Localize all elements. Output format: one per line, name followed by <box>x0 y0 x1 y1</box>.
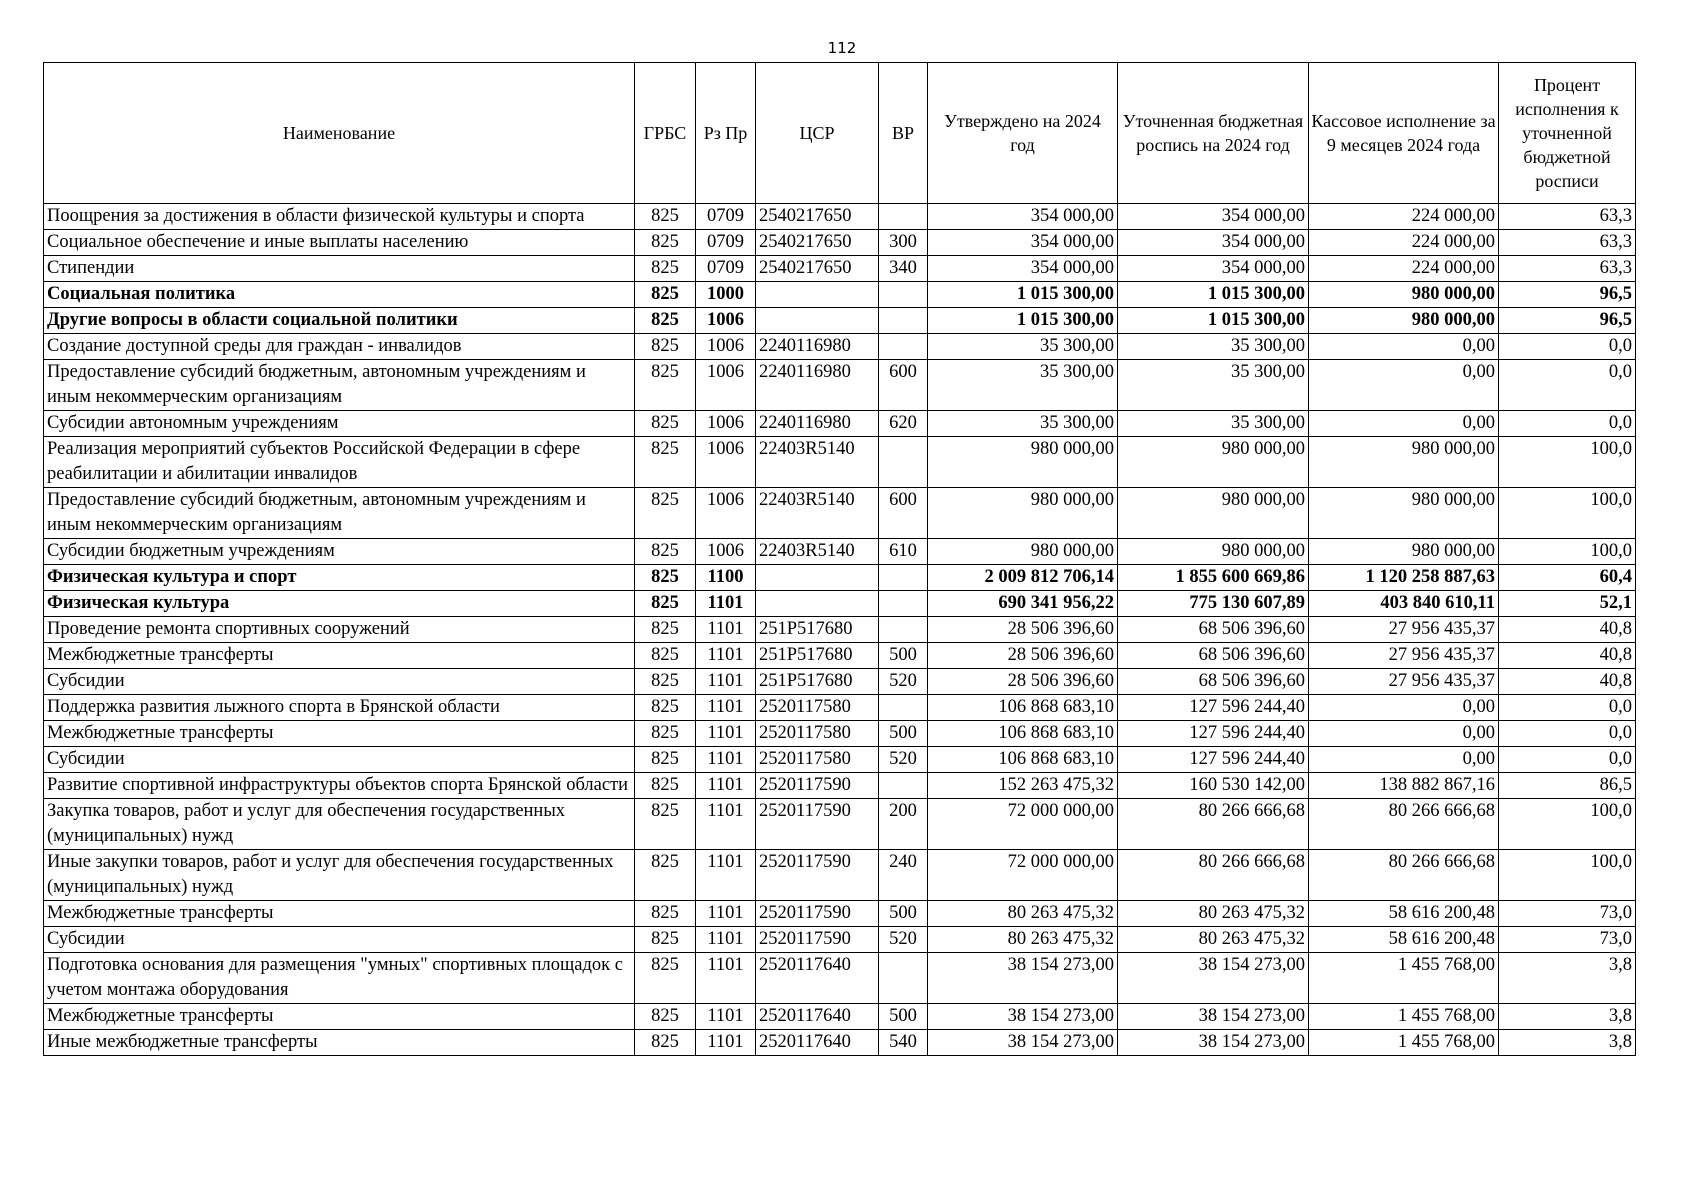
cell-refined: 354 000,00 <box>1118 230 1309 256</box>
cell-vr <box>879 334 928 360</box>
cell-vr <box>879 617 928 643</box>
cell-cash: 403 840 610,11 <box>1309 591 1499 617</box>
cell-grbs: 825 <box>635 411 696 437</box>
cell-grbs: 825 <box>635 334 696 360</box>
cell-cash: 80 266 666,68 <box>1309 850 1499 901</box>
cell-rzpr: 1101 <box>696 901 756 927</box>
cell-vr: 500 <box>879 1004 928 1030</box>
cell-grbs: 825 <box>635 799 696 850</box>
header-grbs: ГРБС <box>635 63 696 204</box>
cell-csr: 2520117640 <box>756 1030 879 1056</box>
cell-csr <box>756 565 879 591</box>
cell-cash: 0,00 <box>1309 411 1499 437</box>
cell-cash: 27 956 435,37 <box>1309 617 1499 643</box>
table-row <box>44 669 1636 695</box>
cell-refined: 1 015 300,00 <box>1118 308 1309 334</box>
cell-approved: 106 868 683,10 <box>928 747 1118 773</box>
cell-name: Стипендии <box>44 256 635 282</box>
cell-csr: 2540217650 <box>756 256 879 282</box>
cell-vr: 610 <box>879 539 928 565</box>
cell-vr <box>879 695 928 721</box>
table-row <box>44 695 1636 721</box>
cell-refined: 68 506 396,60 <box>1118 643 1309 669</box>
cell-rzpr: 1006 <box>696 437 756 488</box>
cell-name: Закупка товаров, работ и услуг для обеспечения государственных (муниципальных) нужд <box>44 799 635 850</box>
cell-vr: 600 <box>879 360 928 411</box>
cell-refined: 160 530 142,00 <box>1118 773 1309 799</box>
cell-percent: 40,8 <box>1499 643 1636 669</box>
cell-csr: 2520117580 <box>756 721 879 747</box>
cell-refined: 775 130 607,89 <box>1118 591 1309 617</box>
cell-rzpr: 1101 <box>696 591 756 617</box>
cell-cash: 224 000,00 <box>1309 256 1499 282</box>
cell-rzpr: 1101 <box>696 799 756 850</box>
cell-vr <box>879 282 928 308</box>
cell-cash: 980 000,00 <box>1309 308 1499 334</box>
cell-refined: 80 263 475,32 <box>1118 927 1309 953</box>
cell-csr: 2520117580 <box>756 747 879 773</box>
table-row <box>44 850 1636 901</box>
cell-vr: 620 <box>879 411 928 437</box>
cell-refined: 127 596 244,40 <box>1118 721 1309 747</box>
cell-cash: 1 455 768,00 <box>1309 1030 1499 1056</box>
cell-grbs: 825 <box>635 256 696 282</box>
cell-csr: 22403R5140 <box>756 539 879 565</box>
header-rzpr: Рз Пр <box>696 63 756 204</box>
cell-vr: 240 <box>879 850 928 901</box>
cell-percent: 52,1 <box>1499 591 1636 617</box>
cell-csr: 22403R5140 <box>756 488 879 539</box>
cell-cash: 1 120 258 887,63 <box>1309 565 1499 591</box>
cell-rzpr: 0709 <box>696 256 756 282</box>
cell-rzpr: 1006 <box>696 411 756 437</box>
cell-percent: 40,8 <box>1499 617 1636 643</box>
cell-csr: 2240116980 <box>756 411 879 437</box>
cell-csr: 2240116980 <box>756 360 879 411</box>
cell-grbs: 825 <box>635 747 696 773</box>
cell-name: Иные межбюджетные трансферты <box>44 1030 635 1056</box>
cell-approved: 28 506 396,60 <box>928 643 1118 669</box>
cell-rzpr: 1101 <box>696 721 756 747</box>
cell-rzpr: 1101 <box>696 773 756 799</box>
cell-name: Поддержка развития лыжного спорта в Брянской области <box>44 695 635 721</box>
cell-approved: 80 263 475,32 <box>928 901 1118 927</box>
cell-approved: 106 868 683,10 <box>928 721 1118 747</box>
cell-approved: 1 015 300,00 <box>928 308 1118 334</box>
cell-cash: 980 000,00 <box>1309 539 1499 565</box>
cell-vr: 540 <box>879 1030 928 1056</box>
cell-cash: 224 000,00 <box>1309 230 1499 256</box>
cell-cash: 1 455 768,00 <box>1309 953 1499 1004</box>
cell-percent: 0,0 <box>1499 721 1636 747</box>
table-row <box>44 204 1636 230</box>
cell-rzpr: 1101 <box>696 927 756 953</box>
cell-name: Межбюджетные трансферты <box>44 721 635 747</box>
cell-vr: 500 <box>879 901 928 927</box>
cell-rzpr: 1101 <box>696 669 756 695</box>
cell-name: Предоставление субсидий бюджетным, автономным учреждениям и иным некоммерческим организациям <box>44 360 635 411</box>
cell-name: Субсидии <box>44 747 635 773</box>
cell-grbs: 825 <box>635 695 696 721</box>
cell-percent: 63,3 <box>1499 230 1636 256</box>
cell-refined: 1 015 300,00 <box>1118 282 1309 308</box>
cell-approved: 354 000,00 <box>928 204 1118 230</box>
cell-refined: 980 000,00 <box>1118 488 1309 539</box>
cell-cash: 0,00 <box>1309 334 1499 360</box>
cell-approved: 72 000 000,00 <box>928 799 1118 850</box>
cell-approved: 38 154 273,00 <box>928 1004 1118 1030</box>
table-row <box>44 488 1636 539</box>
cell-vr: 600 <box>879 488 928 539</box>
cell-percent: 63,3 <box>1499 204 1636 230</box>
cell-rzpr: 1101 <box>696 953 756 1004</box>
cell-refined: 980 000,00 <box>1118 539 1309 565</box>
cell-grbs: 825 <box>635 1004 696 1030</box>
cell-csr: 22403R5140 <box>756 437 879 488</box>
page-number: 112 <box>827 39 857 57</box>
cell-rzpr: 0709 <box>696 204 756 230</box>
cell-refined: 38 154 273,00 <box>1118 1004 1309 1030</box>
cell-vr: 340 <box>879 256 928 282</box>
cell-grbs: 825 <box>635 669 696 695</box>
cell-csr: 2520117590 <box>756 927 879 953</box>
cell-percent: 63,3 <box>1499 256 1636 282</box>
cell-cash: 0,00 <box>1309 695 1499 721</box>
cell-refined: 68 506 396,60 <box>1118 617 1309 643</box>
cell-approved: 38 154 273,00 <box>928 1030 1118 1056</box>
cell-percent: 60,4 <box>1499 565 1636 591</box>
cell-approved: 980 000,00 <box>928 539 1118 565</box>
table-row <box>44 617 1636 643</box>
cell-refined: 35 300,00 <box>1118 411 1309 437</box>
cell-name: Социальная политика <box>44 282 635 308</box>
table-row <box>44 1030 1636 1056</box>
table-row <box>44 539 1636 565</box>
cell-csr: 2540217650 <box>756 230 879 256</box>
cell-cash: 58 616 200,48 <box>1309 927 1499 953</box>
cell-rzpr: 1101 <box>696 617 756 643</box>
cell-cash: 138 882 867,16 <box>1309 773 1499 799</box>
cell-csr <box>756 308 879 334</box>
cell-approved: 2 009 812 706,14 <box>928 565 1118 591</box>
cell-name: Проведение ремонта спортивных сооружений <box>44 617 635 643</box>
table-body <box>44 204 1636 1056</box>
cell-approved: 35 300,00 <box>928 411 1118 437</box>
header-name: Наименование <box>44 63 635 204</box>
cell-vr: 200 <box>879 799 928 850</box>
cell-approved: 72 000 000,00 <box>928 850 1118 901</box>
cell-grbs: 825 <box>635 282 696 308</box>
cell-approved: 690 341 956,22 <box>928 591 1118 617</box>
cell-percent: 73,0 <box>1499 901 1636 927</box>
table-row <box>44 747 1636 773</box>
cell-cash: 0,00 <box>1309 360 1499 411</box>
cell-vr <box>879 565 928 591</box>
cell-csr <box>756 591 879 617</box>
cell-grbs: 825 <box>635 643 696 669</box>
table-row <box>44 411 1636 437</box>
cell-vr: 300 <box>879 230 928 256</box>
cell-cash: 980 000,00 <box>1309 282 1499 308</box>
cell-refined: 38 154 273,00 <box>1118 1030 1309 1056</box>
cell-percent: 96,5 <box>1499 308 1636 334</box>
cell-grbs: 825 <box>635 927 696 953</box>
cell-approved: 106 868 683,10 <box>928 695 1118 721</box>
cell-percent: 3,8 <box>1499 1030 1636 1056</box>
cell-grbs: 825 <box>635 721 696 747</box>
cell-refined: 80 266 666,68 <box>1118 799 1309 850</box>
cell-name: Межбюджетные трансферты <box>44 901 635 927</box>
cell-rzpr: 1101 <box>696 850 756 901</box>
cell-csr: 251P517680 <box>756 617 879 643</box>
cell-approved: 35 300,00 <box>928 334 1118 360</box>
cell-rzpr: 1000 <box>696 282 756 308</box>
cell-refined: 1 855 600 669,86 <box>1118 565 1309 591</box>
cell-name: Субсидии <box>44 669 635 695</box>
cell-name: Подготовка основания для размещения "умных" спортивных площадок с учетом монтажа оборудования <box>44 953 635 1004</box>
cell-vr <box>879 204 928 230</box>
cell-grbs: 825 <box>635 437 696 488</box>
cell-percent: 96,5 <box>1499 282 1636 308</box>
cell-approved: 80 263 475,32 <box>928 927 1118 953</box>
cell-cash: 1 455 768,00 <box>1309 1004 1499 1030</box>
cell-grbs: 825 <box>635 488 696 539</box>
cell-rzpr: 1006 <box>696 334 756 360</box>
cell-cash: 80 266 666,68 <box>1309 799 1499 850</box>
cell-cash: 27 956 435,37 <box>1309 643 1499 669</box>
cell-percent: 0,0 <box>1499 360 1636 411</box>
cell-approved: 28 506 396,60 <box>928 617 1118 643</box>
cell-rzpr: 1006 <box>696 360 756 411</box>
cell-csr: 2520117590 <box>756 901 879 927</box>
cell-csr: 2520117640 <box>756 953 879 1004</box>
cell-grbs: 825 <box>635 1030 696 1056</box>
cell-vr <box>879 591 928 617</box>
cell-percent: 0,0 <box>1499 334 1636 360</box>
cell-refined: 38 154 273,00 <box>1118 953 1309 1004</box>
table-row <box>44 953 1636 1004</box>
cell-refined: 35 300,00 <box>1118 360 1309 411</box>
table-row <box>44 437 1636 488</box>
cell-name: Физическая культура <box>44 591 635 617</box>
table-row <box>44 308 1636 334</box>
cell-rzpr: 1100 <box>696 565 756 591</box>
header-csr: ЦСР <box>756 63 879 204</box>
cell-refined: 127 596 244,40 <box>1118 695 1309 721</box>
cell-csr: 2540217650 <box>756 204 879 230</box>
cell-name: Межбюджетные трансферты <box>44 1004 635 1030</box>
cell-percent: 86,5 <box>1499 773 1636 799</box>
table-header-row <box>44 63 1636 204</box>
cell-refined: 354 000,00 <box>1118 256 1309 282</box>
cell-vr <box>879 308 928 334</box>
cell-cash: 27 956 435,37 <box>1309 669 1499 695</box>
cell-vr: 500 <box>879 643 928 669</box>
cell-name: Субсидии автономным учреждениям <box>44 411 635 437</box>
cell-refined: 35 300,00 <box>1118 334 1309 360</box>
table-row <box>44 591 1636 617</box>
cell-percent: 0,0 <box>1499 747 1636 773</box>
cell-refined: 354 000,00 <box>1118 204 1309 230</box>
cell-name: Субсидии бюджетным учреждениям <box>44 539 635 565</box>
cell-vr: 500 <box>879 721 928 747</box>
cell-percent: 3,8 <box>1499 953 1636 1004</box>
cell-grbs: 825 <box>635 953 696 1004</box>
cell-grbs: 825 <box>635 230 696 256</box>
cell-rzpr: 1006 <box>696 308 756 334</box>
cell-name: Создание доступной среды для граждан - инвалидов <box>44 334 635 360</box>
cell-csr: 2520117580 <box>756 695 879 721</box>
cell-percent: 100,0 <box>1499 850 1636 901</box>
table-row <box>44 721 1636 747</box>
table-row <box>44 565 1636 591</box>
cell-grbs: 825 <box>635 591 696 617</box>
cell-vr <box>879 437 928 488</box>
cell-vr <box>879 953 928 1004</box>
cell-grbs: 825 <box>635 565 696 591</box>
cell-approved: 980 000,00 <box>928 488 1118 539</box>
cell-rzpr: 1101 <box>696 643 756 669</box>
cell-approved: 354 000,00 <box>928 230 1118 256</box>
table-row <box>44 256 1636 282</box>
cell-vr: 520 <box>879 747 928 773</box>
header-cash: Кассовое исполнение за 9 месяцев 2024 года <box>1309 63 1499 204</box>
cell-percent: 0,0 <box>1499 411 1636 437</box>
table-row <box>44 799 1636 850</box>
cell-approved: 28 506 396,60 <box>928 669 1118 695</box>
cell-refined: 80 263 475,32 <box>1118 901 1309 927</box>
table-row <box>44 901 1636 927</box>
header-approved: Утверждено на 2024 год <box>928 63 1118 204</box>
cell-csr: 2520117640 <box>756 1004 879 1030</box>
cell-csr <box>756 282 879 308</box>
cell-name: Реализация мероприятий субъектов Российской Федерации в сфере реабилитации и абилитации инвалидов <box>44 437 635 488</box>
header-refined: Уточненная бюджетная роспись на 2024 год <box>1118 63 1309 204</box>
cell-name: Поощрения за достижения в области физической культуры и спорта <box>44 204 635 230</box>
cell-name: Предоставление субсидий бюджетным, автономным учреждениям и иным некоммерческим организациям <box>44 488 635 539</box>
cell-percent: 73,0 <box>1499 927 1636 953</box>
cell-grbs: 825 <box>635 850 696 901</box>
cell-percent: 3,8 <box>1499 1004 1636 1030</box>
cell-percent: 100,0 <box>1499 539 1636 565</box>
cell-name: Другие вопросы в области социальной политики <box>44 308 635 334</box>
cell-rzpr: 1101 <box>696 747 756 773</box>
cell-approved: 354 000,00 <box>928 256 1118 282</box>
cell-grbs: 825 <box>635 308 696 334</box>
table-row <box>44 773 1636 799</box>
cell-rzpr: 0709 <box>696 230 756 256</box>
cell-vr: 520 <box>879 669 928 695</box>
cell-cash: 58 616 200,48 <box>1309 901 1499 927</box>
cell-percent: 100,0 <box>1499 799 1636 850</box>
cell-approved: 38 154 273,00 <box>928 953 1118 1004</box>
cell-approved: 35 300,00 <box>928 360 1118 411</box>
cell-vr <box>879 773 928 799</box>
table-row <box>44 230 1636 256</box>
cell-refined: 127 596 244,40 <box>1118 747 1309 773</box>
cell-rzpr: 1101 <box>696 1030 756 1056</box>
cell-csr: 2520117590 <box>756 773 879 799</box>
cell-grbs: 825 <box>635 773 696 799</box>
cell-percent: 0,0 <box>1499 695 1636 721</box>
table-row <box>44 1004 1636 1030</box>
cell-cash: 224 000,00 <box>1309 204 1499 230</box>
cell-name: Межбюджетные трансферты <box>44 643 635 669</box>
cell-grbs: 825 <box>635 204 696 230</box>
cell-cash: 980 000,00 <box>1309 437 1499 488</box>
cell-grbs: 825 <box>635 617 696 643</box>
header-percent: Процент исполнения к уточненной бюджетной росписи <box>1499 63 1636 204</box>
cell-name: Физическая культура и спорт <box>44 565 635 591</box>
cell-refined: 80 266 666,68 <box>1118 850 1309 901</box>
cell-grbs: 825 <box>635 901 696 927</box>
header-vr: ВР <box>879 63 928 204</box>
cell-percent: 40,8 <box>1499 669 1636 695</box>
cell-rzpr: 1101 <box>696 1004 756 1030</box>
cell-csr: 2520117590 <box>756 799 879 850</box>
cell-cash: 980 000,00 <box>1309 488 1499 539</box>
table-row <box>44 334 1636 360</box>
cell-name: Социальное обеспечение и иные выплаты населению <box>44 230 635 256</box>
cell-percent: 100,0 <box>1499 437 1636 488</box>
cell-approved: 152 263 475,32 <box>928 773 1118 799</box>
cell-csr: 2520117590 <box>756 850 879 901</box>
cell-refined: 68 506 396,60 <box>1118 669 1309 695</box>
table-row <box>44 360 1636 411</box>
table-row <box>44 927 1636 953</box>
cell-approved: 980 000,00 <box>928 437 1118 488</box>
cell-vr: 520 <box>879 927 928 953</box>
cell-grbs: 825 <box>635 360 696 411</box>
cell-name: Субсидии <box>44 927 635 953</box>
cell-rzpr: 1101 <box>696 695 756 721</box>
cell-rzpr: 1006 <box>696 539 756 565</box>
cell-csr: 2240116980 <box>756 334 879 360</box>
cell-cash: 0,00 <box>1309 747 1499 773</box>
cell-name: Иные закупки товаров, работ и услуг для обеспечения государственных (муниципальных) нужд <box>44 850 635 901</box>
cell-csr: 251P517680 <box>756 643 879 669</box>
cell-refined: 980 000,00 <box>1118 437 1309 488</box>
cell-name: Развитие спортивной инфраструктуры объектов спорта Брянской области <box>44 773 635 799</box>
table-row <box>44 643 1636 669</box>
cell-approved: 1 015 300,00 <box>928 282 1118 308</box>
cell-grbs: 825 <box>635 539 696 565</box>
table-row <box>44 282 1636 308</box>
cell-cash: 0,00 <box>1309 721 1499 747</box>
budget-table <box>43 62 1636 1056</box>
cell-percent: 100,0 <box>1499 488 1636 539</box>
cell-csr: 251P517680 <box>756 669 879 695</box>
cell-rzpr: 1006 <box>696 488 756 539</box>
